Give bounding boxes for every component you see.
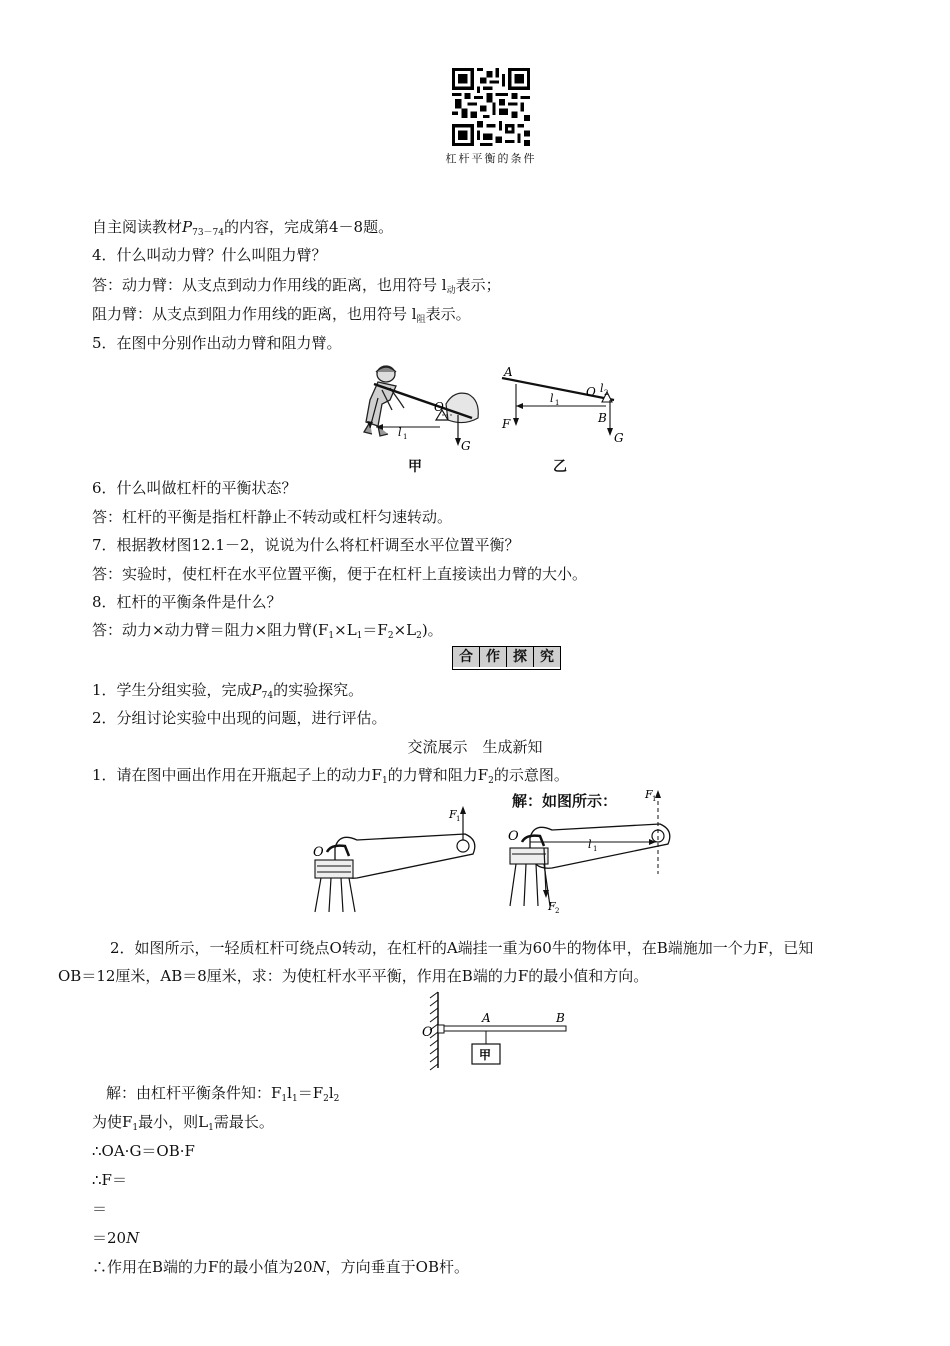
q7-question: 7．根据教材图12.1－2，说说为什么将杠杆调至水平位置平衡？ bbox=[92, 536, 520, 554]
solution-line-7: ∴作用在B端的力F的最小值为20N，方向垂直于OB杆。 bbox=[92, 1258, 469, 1276]
exchange-problem-2-line-2: OB＝12厘米，AB＝8厘米，求：为使杠杆水平平衡，作用在B端的力F的最小值和方向。 bbox=[58, 967, 649, 985]
exchange-problem-1: 1．请在图中画出作用在开瓶起子上的动力$F_1$的力臂和阻力$F_2$的示意图。 bbox=[92, 766, 569, 786]
solution-line-2: 为使$F_1$最小，则$L_1$需最长。 bbox=[92, 1113, 274, 1133]
label-a: A bbox=[504, 365, 513, 379]
label-l-sub: 1 bbox=[403, 433, 408, 441]
lever-wall-figure bbox=[418, 990, 578, 1072]
q7-answer: 答：实验时，使杠杆在水平位置平衡，便于在杠杆上直接读出力臂的大小。 bbox=[92, 565, 588, 583]
label-o-wall: O bbox=[422, 1025, 433, 1040]
bottle-cap bbox=[315, 860, 353, 878]
opener-handle bbox=[335, 834, 475, 878]
svg-text:2: 2 bbox=[604, 389, 609, 397]
exchange-problem-2-line-1: 2．如图所示，一轻质杠杆可绕点O转动，在杠杆的A端挂一重为60牛的物体甲，在B端施加一个力F，已知 bbox=[110, 939, 814, 957]
label-l1: l bbox=[550, 392, 554, 405]
svg-text:1: 1 bbox=[555, 399, 560, 407]
weight-label: 甲 bbox=[479, 1048, 492, 1062]
q4-answer-resistance-arm: 阻力臂：从支点到阻力作用线的距离，也用符号 $l_阻$表示。 bbox=[92, 305, 471, 325]
badge-char: 探 bbox=[507, 647, 534, 667]
figure-jia-label: 甲 bbox=[408, 459, 422, 475]
q4-answer-dynamic-arm: 答：动力臂：从支点到动力作用线的距离，也用符号 $l_动$表示； bbox=[92, 276, 501, 296]
figure-yi-label: 乙 bbox=[553, 459, 567, 475]
cooperate-explore-badge bbox=[452, 646, 561, 670]
q6-question: 6．什么叫做杠杆的平衡状态？ bbox=[92, 479, 297, 497]
lever-bar bbox=[502, 378, 614, 400]
svg-text:O: O bbox=[508, 829, 519, 844]
label-o-yi: O bbox=[586, 385, 596, 399]
label-g-yi: G bbox=[614, 431, 624, 445]
qr-caption: 杠杆平衡的条件 bbox=[445, 152, 537, 165]
label-o: O bbox=[434, 400, 444, 414]
solution-line-5: ＝ bbox=[92, 1200, 108, 1218]
svg-text:1: 1 bbox=[593, 845, 598, 853]
bottle-opener-figure-left bbox=[305, 800, 485, 915]
figure-jia bbox=[356, 360, 496, 460]
rock-shape bbox=[446, 393, 478, 422]
bottle-opener-figure-right bbox=[500, 786, 685, 920]
label-g: G bbox=[461, 439, 471, 453]
svg-text:2: 2 bbox=[555, 907, 560, 915]
label-l: l bbox=[398, 426, 402, 439]
svg-text:F: F bbox=[645, 788, 653, 801]
svg-text:1: 1 bbox=[652, 795, 657, 803]
label-f2: F bbox=[548, 900, 556, 913]
cooperate-item-2: 2．分组讨论实验中出现的问题，进行评估。 bbox=[92, 709, 387, 727]
badge-char: 合 bbox=[453, 647, 480, 667]
svg-text:1: 1 bbox=[456, 815, 461, 823]
solution-line-3: ∴OA·G＝OB·F bbox=[92, 1142, 195, 1160]
label-a-wall: A bbox=[482, 1011, 491, 1025]
solution-note: 解：如图所示： bbox=[512, 792, 618, 810]
exchange-heading: 交流展示 生成新知 bbox=[407, 738, 543, 756]
solution-line-1: 解：由杠杆平衡条件知：$F_1l_1=F_2l_2$ bbox=[106, 1084, 340, 1104]
q4-question: 4．什么叫动力臂？什么叫阻力臂？ bbox=[92, 246, 327, 264]
solution-line-4: ∴F＝ bbox=[92, 1171, 127, 1189]
label-l2: l bbox=[600, 382, 604, 395]
lever-rod bbox=[444, 1026, 566, 1031]
svg-text:l: l bbox=[588, 838, 592, 851]
figure-yi bbox=[494, 362, 634, 450]
q8-answer: 答：动力×动力臂＝阻力×阻力臂$(F_1\times L_1=F_2\times L_2)$。 bbox=[92, 621, 443, 641]
qr-code bbox=[452, 68, 530, 146]
badge-char: 作 bbox=[480, 647, 507, 667]
solution-line-6: ＝20N bbox=[92, 1229, 140, 1247]
intro-line: 自主阅读教材$P_{73-74}$的内容，完成第4－8题。 bbox=[92, 218, 394, 238]
label-o-opener: O bbox=[313, 845, 324, 860]
label-b: B bbox=[598, 411, 607, 425]
label-b-wall: B bbox=[556, 1011, 565, 1025]
cooperate-item-1: 1．学生分组实验，完成$P_{74}$的实验探究。 bbox=[92, 681, 364, 701]
q8-question: 8．杠杆的平衡条件是什么？ bbox=[92, 593, 282, 611]
label-f1: F bbox=[449, 808, 457, 821]
q6-answer: 答：杠杆的平衡是指杠杆静止不转动或杠杆匀速转动。 bbox=[92, 508, 453, 526]
label-f: F bbox=[502, 417, 511, 431]
q5-question: 5．在图中分别作出动力臂和阻力臂。 bbox=[92, 334, 342, 352]
badge-char: 究 bbox=[534, 647, 560, 667]
